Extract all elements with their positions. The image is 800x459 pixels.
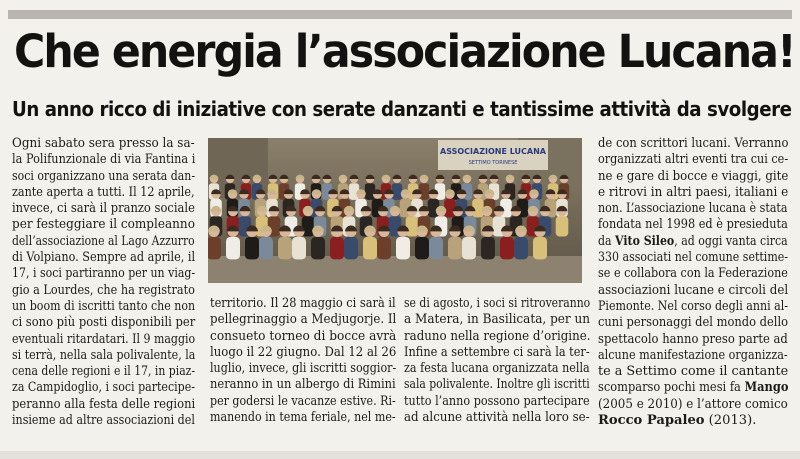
text-line: pellegrinaggio a Medjugorje. Il <box>210 312 397 328</box>
person-figure <box>462 237 476 259</box>
person-figure <box>377 237 391 259</box>
text-line: Infine a settembre ci sarà la ter- <box>404 344 590 360</box>
text-line <box>598 233 788 250</box>
text-line: eventuali ritardatari. Il 9 maggio <box>12 331 196 347</box>
person-figure <box>556 216 569 236</box>
text-column-3 <box>404 296 590 426</box>
person-figure <box>278 237 292 259</box>
text-line: raduno nella regione d’origine. <box>404 328 591 344</box>
text-line: organizzati altri eventi tra cui ce- <box>598 152 789 168</box>
person-figure <box>415 237 429 259</box>
text-line: za festa lucana organizzata nella <box>404 361 590 377</box>
text-line: dell’associazione al Lago Azzurro <box>12 233 195 249</box>
article-subtitle: Un anno ricco di iniziative con serate danzanti e tantissime attività da svolgere <box>12 97 792 121</box>
text-fragment: (2013). <box>704 413 757 429</box>
group-photo-illustration <box>208 138 582 283</box>
person-name: Rocco Papaleo <box>598 413 705 429</box>
person-figure <box>208 237 221 259</box>
text-line <box>598 380 789 396</box>
banner-subtitle: SETTIMO TORINESE <box>468 160 518 166</box>
text-line: luogo il 22 giugno. Dal 12 al 26 <box>210 344 397 360</box>
person-figure <box>363 237 377 259</box>
text-line: gio a Lourdes, che ha registrato <box>12 282 195 298</box>
person-figure <box>448 237 462 259</box>
article-headline: Che energia l’associazione Lucana! <box>14 25 795 78</box>
person-figure <box>311 237 325 259</box>
text-line: alcune manifestazione organizza- <box>598 347 788 363</box>
person-figure <box>429 237 443 259</box>
text-line: ne e gare di bocce e viaggi, gite <box>598 168 789 184</box>
text-line: un boom di iscritti tanto che non <box>12 298 196 314</box>
text-line: de con scrittori lucani. Verranno <box>598 136 789 151</box>
text-line: fondata nel 1998 ed è presieduta <box>598 217 788 233</box>
text-line: territorio. Il 28 maggio ci sarà il <box>210 296 396 311</box>
text-line <box>598 413 788 429</box>
banner-title: ASSOCIAZIONE LUCANA <box>440 147 546 156</box>
text-line: manendo in tema feriale, nel me- <box>210 410 396 426</box>
text-line: sala polivalente. Inoltre gli iscritti <box>404 377 590 393</box>
text-fragment: scomparso pochi mesi fa <box>598 380 745 396</box>
text-line: ad alcune attività nella loro se- <box>404 410 590 426</box>
person-figure <box>259 237 273 259</box>
person-figure <box>396 237 410 259</box>
text-line: soci organizzano una serata dan- <box>12 168 196 184</box>
text-line: per godersi le vacanze estive. Ri- <box>210 393 396 409</box>
bottom-edge <box>0 451 800 459</box>
person-name: Mango <box>744 380 789 396</box>
text-fragment: , ad oggi vanta circa <box>674 233 788 249</box>
text-line: spettacolo hanno preso parte ad <box>598 331 788 347</box>
text-line: se e collabora con la Federazione <box>598 266 788 282</box>
text-line: a Matera, in Basilicata, per un <box>404 312 591 328</box>
person-figure <box>344 237 358 259</box>
text-line: (2005 e 2010) e l’attore comico <box>598 396 788 412</box>
person-figure <box>245 237 259 259</box>
text-line: Ogni sabato sera presso la sa- <box>12 136 195 151</box>
text-line: ci sono più posti disponibili per <box>12 315 196 331</box>
person-figure <box>514 237 528 259</box>
crowd <box>208 175 569 260</box>
person-figure <box>226 237 240 259</box>
text-line: si terrà, nella sala polivalente, la <box>12 347 196 363</box>
person-name: Vito Sileo <box>615 233 675 249</box>
text-line: luglio, invece, gli iscritti soggior- <box>210 361 397 377</box>
person-figure <box>500 237 514 259</box>
text-line: non. L’associazione lucana è stata <box>598 201 788 217</box>
text-line: te a Settimo come il cantante <box>598 364 789 380</box>
text-line: tutto l’anno possono partecipare <box>404 393 590 409</box>
group-photo <box>208 138 582 283</box>
person-figure <box>392 183 402 200</box>
text-line: se di agosto, i soci si ritroveranno <box>404 296 591 311</box>
person-figure <box>330 237 344 259</box>
text-line: insieme ad altre associazioni del <box>12 413 195 429</box>
text-line: cena delle regioni e il 17, in piaz- <box>12 364 196 380</box>
person-figure <box>292 237 306 259</box>
text-line: cuni personaggi del mondo dello <box>598 315 789 331</box>
text-line: za Campidoglio, i soci partecipe- <box>12 380 195 396</box>
text-line: consueto torneo di bocce avrà <box>210 328 397 344</box>
text-column-4 <box>598 136 788 429</box>
text-line: 17, i soci partiranno per un viag- <box>12 266 196 282</box>
text-column-1 <box>12 136 195 429</box>
text-line: zante aperta a tutti. Il 12 aprile, <box>12 184 195 200</box>
person-figure <box>481 237 495 259</box>
text-line: peranno alla festa delle regioni <box>12 396 196 412</box>
text-line: 330 associati nel comune settime- <box>598 250 789 266</box>
text-line: invece, ci sarà il pranzo sociale <box>12 201 195 217</box>
text-line: per festeggiare il compleanno <box>12 217 195 233</box>
text-fragment: da <box>598 233 616 249</box>
top-rule <box>8 10 792 19</box>
text-line: neranno in un albergo di Rimini <box>210 377 396 393</box>
person-figure <box>533 237 547 259</box>
text-line: associazioni lucane e circoli del <box>598 282 789 298</box>
text-line: Piemonte. Nel corso degli anni al- <box>598 298 788 314</box>
text-column-2 <box>210 296 396 426</box>
text-line: la Polifunzionale di via Fantina i <box>12 152 196 168</box>
text-line: e ritrovi in altri paesi, italiani e <box>598 184 789 200</box>
text-line: di Volpiano. Sempre ad aprile, il <box>12 250 196 266</box>
